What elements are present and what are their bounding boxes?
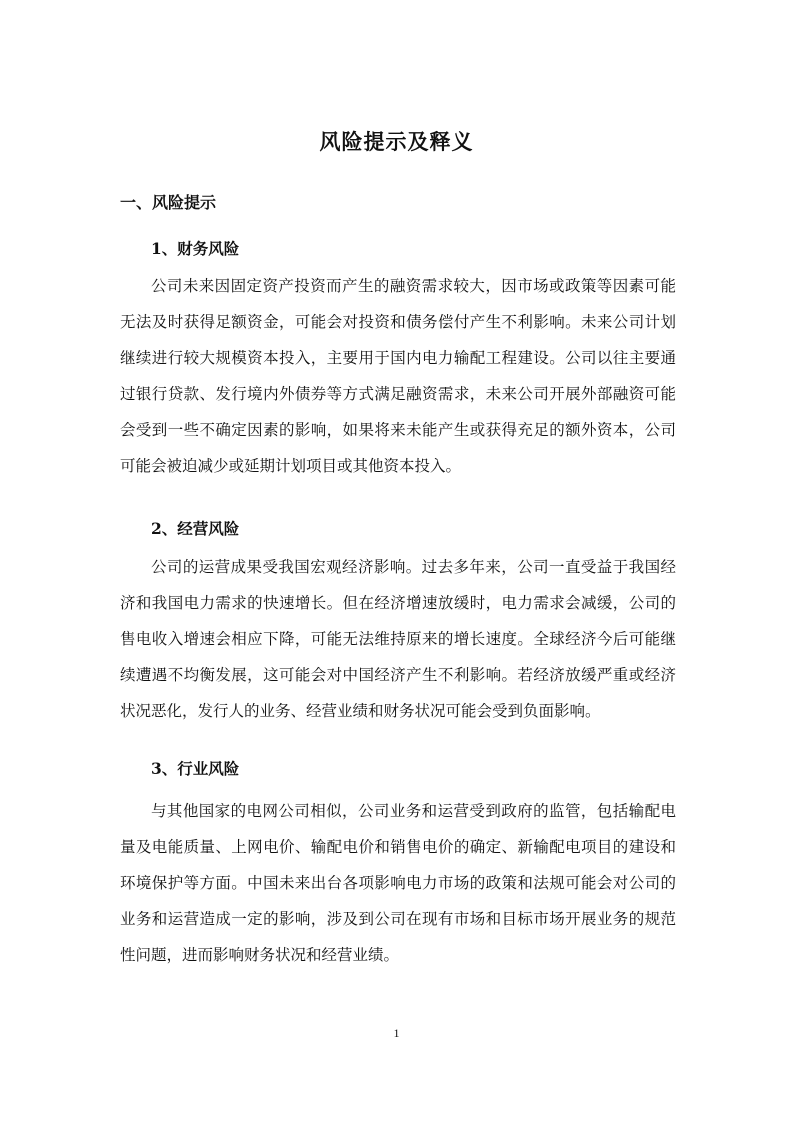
subheading-financial-risk: 1、财务风险 <box>151 239 240 258</box>
subheading-operating-risk: 2、经营风险 <box>151 519 240 538</box>
section-heading-risk-notice: 一、风险提示 <box>120 193 217 212</box>
document-title: 风险提示及释义 <box>319 129 474 154</box>
paragraph-industry-risk: 与其他国家的电网公司相似，公司业务和运营受到政府的监管，包括输配电量及电能质量、上网电价、输配电价和销售电价的确定、新输配电项目的建设和环境保护等方面。中国未来出台各项影响电力市场的政策和法规可能会对公司的业务和运营造成一定的影响，涉及到公司在现有市场和目标市场开展业务的规范性问题，进而影响财务状况和经营业绩。 <box>120 802 676 964</box>
paragraph-operating-risk: 公司的运营成果受我国宏观经济影响。过去多年来，公司一直受益于我国经济和我国电力需求的快速增长。但在经济增速放缓时，电力需求会减缓，公司的售电收入增速会相应下降，可能无法维持原来的增长速度。全球经济今后可能继续遭遇不均衡发展，这可能会对中国经济产生不利影响。若经济放缓严重或经济状况恶化，发行人的业务、经营业绩和财务状况可能会受到负面影响。 <box>120 558 676 720</box>
page-number: 1 <box>393 1026 400 1040</box>
paragraph-financial-risk: 公司未来因固定资产投资而产生的融资需求较大，因市场或政策等因素可能无法及时获得足额资金，可能会对投资和债务偿付产生不利影响。未来公司计划继续进行较大规模资本投入，主要用于国内电力输配工程建设。公司以往主要通过银行贷款、发行境内外债券等方式满足融资需求，未来公司开展外部融资可能会受到一些不确定因素的影响，如果将来未能产生或获得充足的额外资本，公司可能会被迫减少或延期计划项目或其他资本投入。 <box>120 277 676 475</box>
subheading-industry-risk: 3、行业风险 <box>151 759 240 778</box>
